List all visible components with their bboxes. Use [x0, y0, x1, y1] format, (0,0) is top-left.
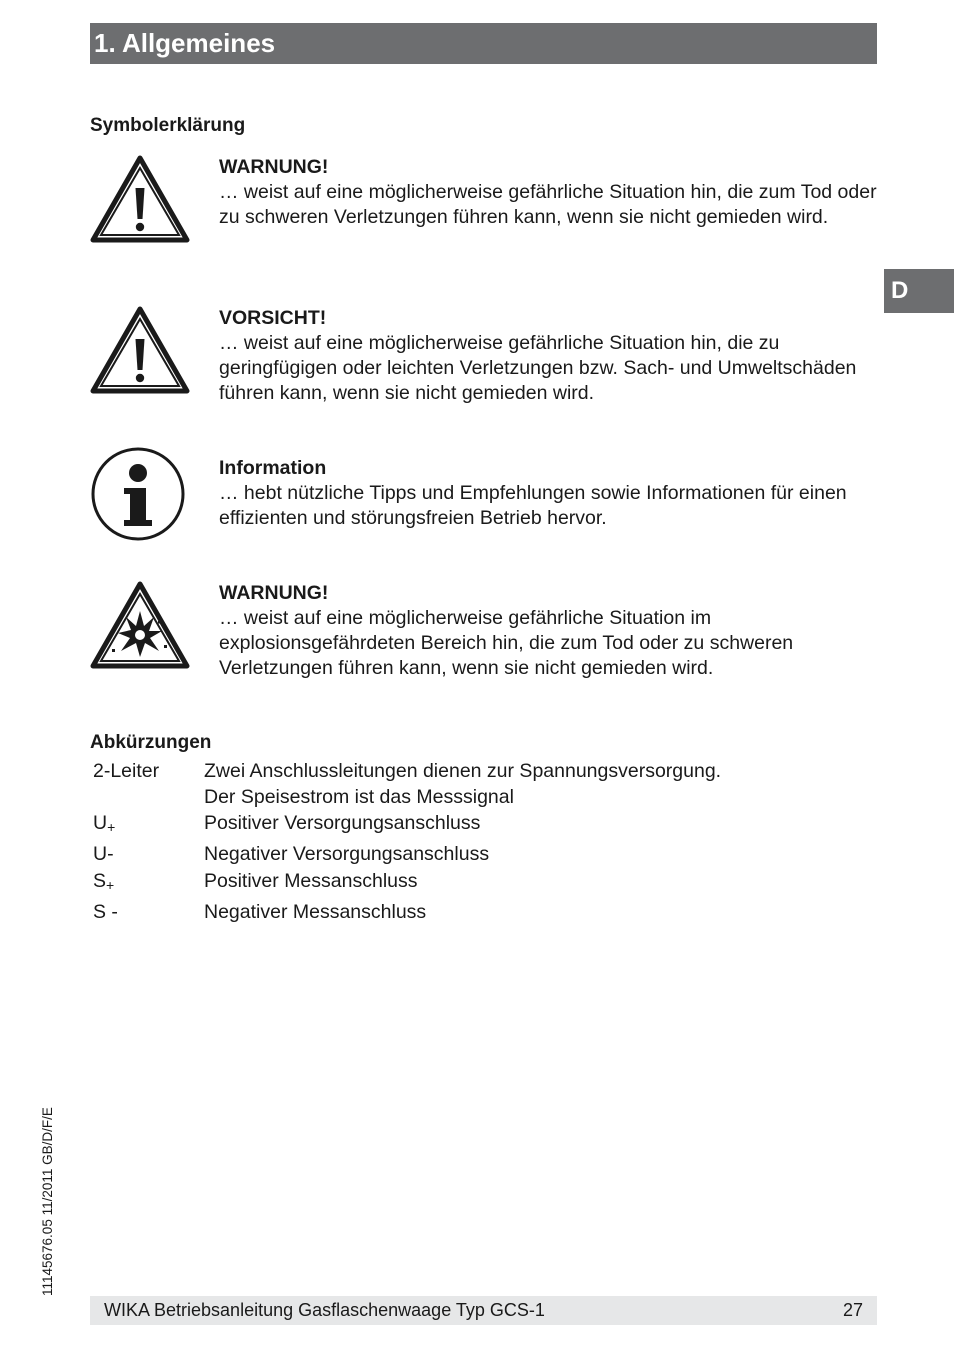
language-tab[interactable]: D — [884, 269, 954, 313]
abbreviation-row — [93, 868, 813, 898]
symbol-description: … weist auf eine möglicherweise gefährliche Situation im explosionsgefährdeten Bereich hin, die zum Tod oder zu schweren Verletzungen führen kann, wenn sie nicht gemieden wird. — [219, 607, 794, 679]
abbreviation-key: $U_+$ — [93, 812, 116, 835]
abbreviation-description: Negativer Messanschluss — [204, 901, 427, 923]
abbreviation-key: S - — [93, 901, 118, 923]
abbreviation-row — [93, 899, 813, 925]
symbol-title: WARNUNG! — [219, 582, 329, 604]
symbol-title: WARNUNG! — [219, 156, 329, 178]
symbol-row-explosion-warning — [90, 581, 880, 691]
abbreviation-description: Positiver Messanschluss — [204, 870, 418, 892]
footer-title: WIKA Betriebsanleitung Gasflaschenwaage Typ GCS-1 — [104, 1300, 545, 1320]
abbreviation-description: Positiver Versorgungsanschluss — [204, 812, 481, 834]
symbol-row-information — [90, 446, 880, 556]
abbreviation-key: $S_+$ — [93, 870, 115, 893]
abbreviations-heading: Abkürzungen — [90, 732, 212, 753]
symbol-row-warning — [90, 155, 880, 265]
abbreviation-description: Zwei Anschlussleitungen dienen zur Spannungsversorgung. Der Speisestrom ist das Messsignal — [204, 760, 722, 808]
explosion-warning-icon — [90, 581, 190, 681]
symbol-row-caution — [90, 306, 880, 416]
symbol-description: … hebt nützliche Tipps und Empfehlungen sowie Informationen für einen effizienten und störungsfreien Betrieb hervor. — [219, 482, 847, 529]
symbol-title: VORSICHT! — [219, 307, 327, 329]
symbol-description: … weist auf eine möglicherweise gefährliche Situation hin, die zum Tod oder zu schweren Verletzungen führen kann, wenn sie nicht gemieden wird. — [219, 181, 877, 228]
abbreviation-row — [93, 841, 813, 867]
document-number: 11145676.05 11/2011 GB/D/F/E — [40, 1107, 55, 1296]
warning-triangle-icon — [90, 155, 190, 255]
information-icon — [90, 446, 190, 546]
page-number: 27 — [842, 1300, 863, 1320]
footer — [90, 1296, 877, 1325]
caution-triangle-icon — [90, 306, 190, 406]
abbreviations-table — [93, 758, 813, 925]
symbol-title: Information — [219, 457, 327, 479]
symbols-heading: Symbolerklärung — [90, 115, 246, 136]
abbreviation-key: 2-Leiter — [93, 760, 160, 782]
abbreviation-description: Negativer Versorgungsanschluss — [204, 843, 490, 865]
page-title: 1. Allgemeines — [90, 23, 877, 64]
abbreviation-row — [93, 810, 813, 840]
symbol-description: … weist auf eine möglicherweise gefährliche Situation hin, die zu geringfügigen oder leichten Verletzungen bzw. Sach- und Umweltschäden führen kann, wenn sie nicht gemieden wird. — [219, 332, 857, 404]
abbreviation-key: U- — [93, 843, 114, 865]
abbreviation-row — [93, 758, 813, 810]
